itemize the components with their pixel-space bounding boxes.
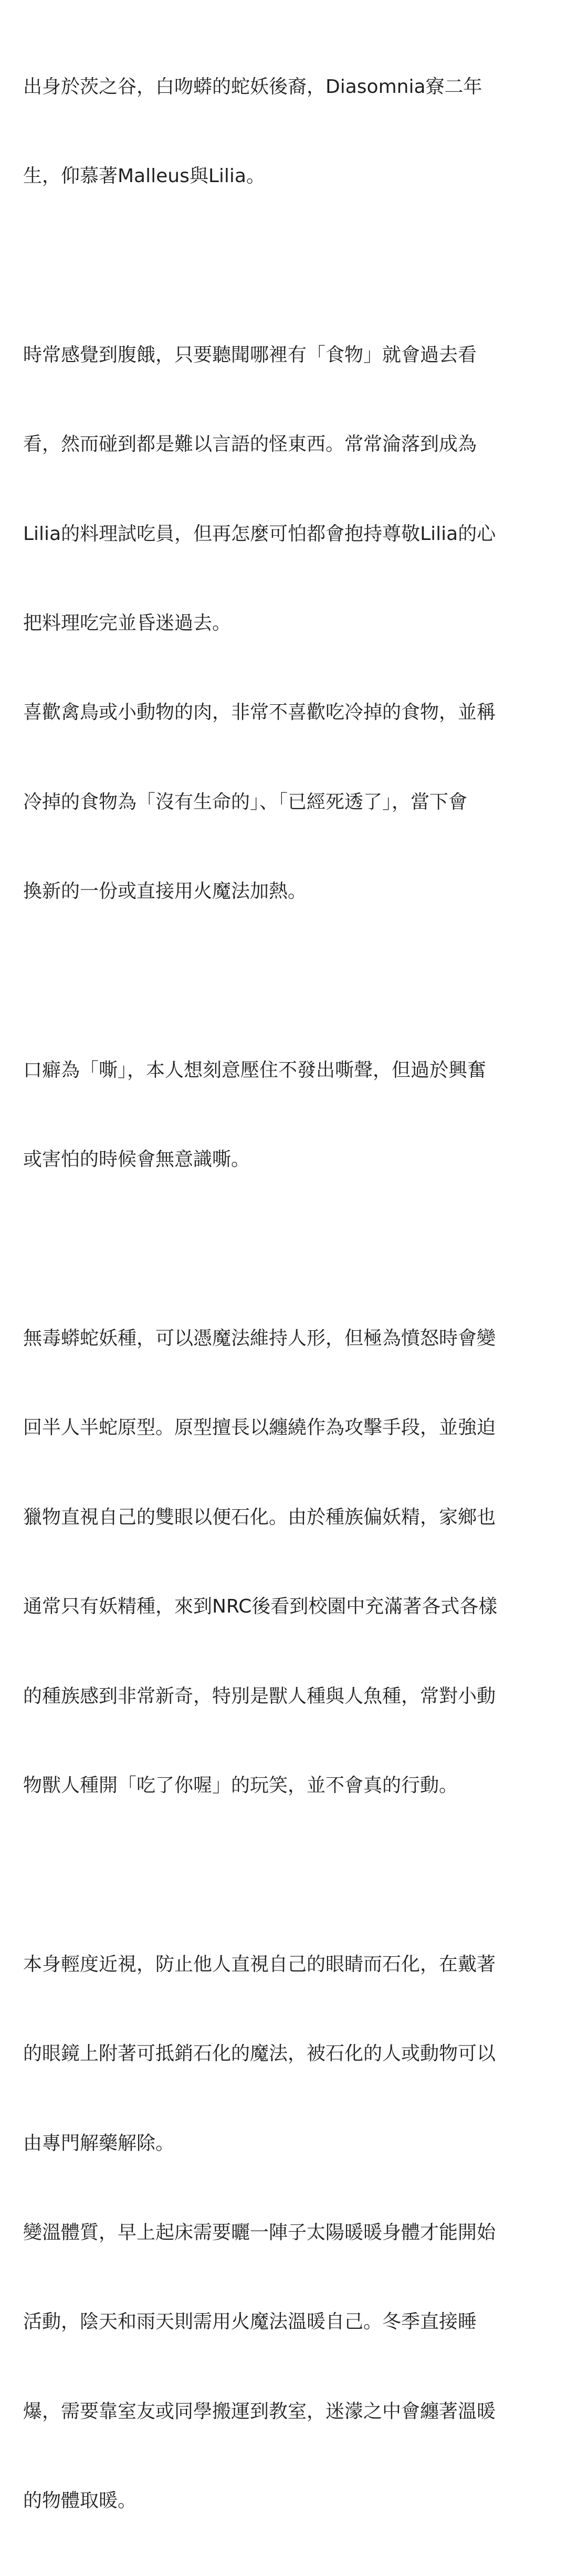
- text-line: 喜歡禽鳥或小動物的肉，非常不喜歡吃冷掉的食物，並稱: [23, 702, 496, 724]
- text-line: 或害怕的時候會無意識嘶。: [23, 1149, 250, 1171]
- paragraph-spacer: [23, 967, 548, 997]
- paragraph-eyesight-body: [23, 1890, 548, 2575]
- text-line: 冷掉的食物為「沒有生命的」、「已經死透了」，當下會: [23, 791, 468, 813]
- text-line: 無毒蟒蛇妖種，可以憑魔法維持人形，但極為憤怒時會變: [23, 1328, 496, 1350]
- text-line: 換新的一份或直接用火魔法加熱。: [23, 881, 307, 903]
- text-line: 的物體取暖。: [23, 2490, 137, 2512]
- text-line: 本身輕度近視，防止他人直視自己的眼睛而石化，在戴著: [23, 1953, 496, 1975]
- paragraph-spacer: [23, 1860, 548, 1890]
- paragraph-spacer: [23, 1235, 548, 1265]
- paragraph-spacer: [23, 251, 548, 281]
- text-line: 獵物直視自己的雙眼以便石化。由於種族偏妖精，家鄉也: [23, 1506, 496, 1528]
- text-line: 通常只有妖精種，來到NRC後看到校園中充滿著各式各樣: [23, 1596, 498, 1618]
- text-line: 爆，需要靠室友或同學搬運到教室，迷濛之中會纏著溫暖: [23, 2400, 496, 2422]
- paragraph-origin: [23, 13, 548, 251]
- text-line: 回半人半蛇原型。原型擅長以纏繞作為攻擊手段，並強迫: [23, 1417, 496, 1439]
- paragraph-species: [23, 1264, 548, 1860]
- text-line: 的種族感到非常新奇，特別是獸人種與人魚種，常對小動: [23, 1685, 496, 1707]
- text-line: 活動，陰天和雨天則需用火魔法溫暖自己。冬季直接睡: [23, 2311, 477, 2333]
- text-line: 看，然而碰到都是難以言語的怪東西。常常淪落到成為: [23, 433, 477, 455]
- text-line: 由專門解藥解除。: [23, 2132, 175, 2154]
- paragraph-verbal-tic: [23, 996, 548, 1234]
- text-line: 把料理吃完並昏迷過去。: [23, 612, 232, 634]
- document-body: [23, 13, 548, 2576]
- text-line: 變溫體質，早上起床需要曬一陣子太陽暖暖身體才能開始: [23, 2221, 496, 2243]
- text-line: 物獸人種開「吃了你喔」的玩笑，並不會真的行動。: [23, 1775, 458, 1797]
- text-line: Lilia的料理試吃員，但再怎麼可怕都會抱持尊敬Lilia的心: [23, 523, 496, 545]
- text-line: 生，仰慕著Malleus與Lilia。: [23, 165, 265, 187]
- paragraph-food: [23, 281, 548, 966]
- text-line: 時常感覺到腹餓，只要聽聞哪裡有「食物」就會過去看: [23, 344, 477, 366]
- text-line: 的眼鏡上附著可抵銷石化的魔法，被石化的人或動物可以: [23, 2043, 496, 2065]
- text-line: 口癖為「嘶」，本人想刻意壓住不發出嘶聲，但過於興奮: [23, 1059, 487, 1081]
- text-line: 出身於茨之谷，白吻蟒的蛇妖後裔，Diasomnia寮二年: [23, 76, 482, 98]
